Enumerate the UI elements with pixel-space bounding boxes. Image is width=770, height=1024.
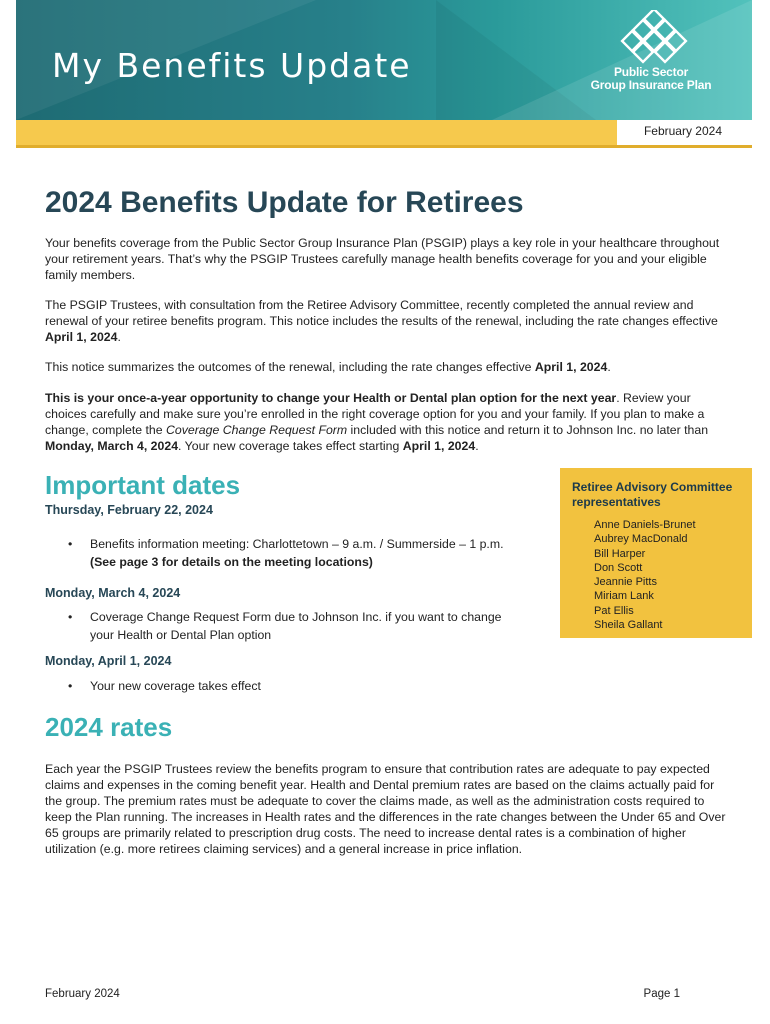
org-name-line2: Group Insurance Plan — [590, 78, 712, 92]
important-dates-heading: Important dates — [45, 470, 241, 500]
committee-member: Bill Harper — [594, 547, 646, 560]
date-bullet-1: • Benefits information meeting: Charlottetown – 9 a.m. / Summerside – 1 p.m. (See page 3 for details on the meeting locations) — [68, 537, 504, 569]
banner-title: My Benefits Update — [52, 46, 412, 85]
date-heading-2: Monday, March 4, 2024 — [45, 586, 181, 600]
intro-paragraph-2: The PSGIP Trustees, with consultation from the Retiree Advisory Committee, recently completed the annual review and renewal of your retiree benefits program. This notice includes the results of the renewal, including the rate changes effective April 1, 2024. — [45, 298, 718, 344]
committee-member: Anne Daniels-Brunet — [594, 519, 696, 531]
issue-date: February 2024 — [617, 120, 752, 145]
bullet-icon: • — [68, 679, 73, 693]
committee-member: Aubrey MacDonald — [594, 533, 688, 546]
org-name — [571, 66, 731, 92]
header-banner — [16, 0, 752, 120]
date-heading-1: Thursday, February 22, 2024 — [45, 503, 213, 517]
bullet-icon: • — [68, 537, 73, 551]
committee-member: Miriam Lank — [594, 590, 654, 603]
page-title: 2024 Benefits Update for Retirees — [45, 186, 524, 219]
committee-list — [572, 518, 740, 632]
committee-member: Sheila Gallant — [594, 619, 663, 632]
date-heading-3: Monday, April 1, 2024 — [45, 654, 172, 668]
header-rule — [16, 120, 752, 148]
bullet-icon: • — [68, 610, 73, 624]
rates-paragraph: Each year the PSGIP Trustees review the benefits program to ensure that contribution rates are adequate to pay expected claims and expenses in the coming benefit year. Health and Dental premium rates are based on the claims actually paid for the group. The premium rates must be adequate to cover the claims made, as well as the administration costs required to keep the Plan running. The increases in Health rates and the differences in the rate changes between the Under 65 and Over 65 groups are primarily related to prescription drug costs. The need to increase dental rates is a combination of higher utilization (e.g. more retirees claiming services) and a general increase in price inflation. — [45, 762, 726, 856]
page-number: Page 1 — [643, 988, 680, 1000]
intro-paragraph-4: This is your once-a-year opportunity to change your Health or Dental plan option for the next year. Review your choices carefully and make sure you’re enrolled in the right coverage option for you and your family. If you plan to make a change, complete the Coverage Change Request Form included with this notice and return it to Johnson Inc. no later than Monday, March 4, 2024. Your new coverage takes effect starting April 1, 2024. — [45, 391, 709, 453]
committee-member: Pat Ellis — [594, 604, 634, 617]
rates-heading: 2024 rates — [45, 712, 173, 742]
committee-title: Retiree Advisory Committee representatives — [572, 480, 733, 509]
date-bullet-2: • Coverage Change Request Form due to Johnson Inc. if you want to change your Health or Dental Plan option — [68, 610, 502, 642]
committee-member: Jeannie Pitts — [594, 576, 657, 589]
intro-paragraph-3: This notice summarizes the outcomes of the renewal, including the rate changes effective April 1, 2024. — [45, 360, 611, 374]
committee-sidebar — [560, 468, 752, 638]
intro-paragraph-1: Your benefits coverage from the Public Sector Group Insurance Plan (PSGIP) plays a key role in your healthcare throughout your retirement years. That’s why the PSGIP Trustees carefully manage health benefits coverage for you and your eligible family members. — [45, 236, 720, 282]
psgip-logo-icon — [611, 10, 701, 72]
org-name-line1: Public Sector — [613, 65, 689, 79]
footer-date: February 2024 — [45, 988, 120, 1000]
committee-member: Don Scott — [594, 561, 643, 574]
date-bullet-3: • Your new coverage takes effect — [68, 679, 261, 693]
